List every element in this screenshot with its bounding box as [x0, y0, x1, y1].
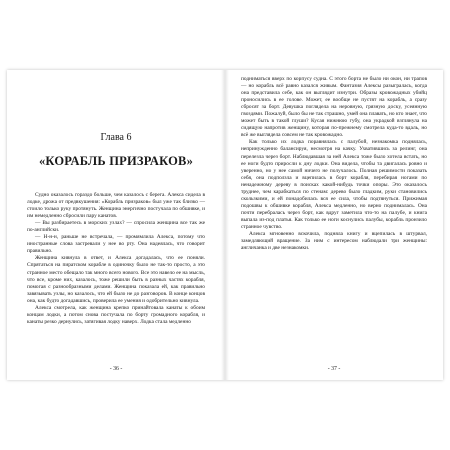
left-page — [7, 70, 225, 380]
paragraph: Как только их лодка поравнялась с палубой, незнакомка поднялась, непринужденно балансируя, несмотря на качку. Ухватившись за релинг, она перелезла через борт. Наблюдавшая за ней Алекса тоже было хотела встать, но ее ноги будто приросли к дну лодки. Она видела, чтобы та двигалась ровно и уверенно, но у нее самой ничего не получалось. Полная решимости показать себя, она подползла и вцепилась в борт корабля, перебирая ногами по ненадежному дереву в поисках какой-нибудь точки опоры. Это оказалось труднее, чем карабкаться по стенам: дерево было гладким, руки становились скользкими, и ей понадобилась вся ее сила, чтобы подтянуться. Прижимая подошвы к обшивке корабля, Алекса медленно, но верно поднималась. Она почти перебралась через борт, как вдруг заметила что-то на палубе, и книга выпала из-под платья. Как только ее ноги коснулись палубы, корабль пронзило странное чувство. — [241, 139, 427, 230]
paragraph: Алекса мгновенно вскочила, подняла книгу и вцепилась в штурвал, замедляющий вращение. За ним с интересом наблюдали три женщины: англичанка и две незнакомки. — [241, 231, 427, 252]
right-page — [225, 70, 443, 380]
left-page-body — [27, 192, 205, 326]
paragraph: Алекса смотрела, как женщина крепко принайтовала канаты к обоим концам лодки, а потом снова постучала по борту громадного корабля, и канаты резко дернулись, затягивая лодку наверх. Лодка стала медленно — [27, 304, 205, 325]
paragraph: Судно оказалось гораздо больше, чем казалось с берега. Алекса сидела в лодке, дрожа от предвкушения: «Корабль призраков» был уже так близко — стоило только руку протянуть. Женщина энергично постучала по обшивке, и им немедленно сбросили пару канатов. — [27, 192, 205, 220]
page-number-right: - 37 - — [327, 366, 341, 372]
book-gutter — [221, 70, 229, 380]
book-spread — [7, 70, 443, 380]
chapter-title: «КОРАБЛЬ ПРИЗРАКОВ» — [38, 154, 194, 168]
chapter-number: Глава 6 — [100, 132, 132, 143]
paragraph: подниматься вверх по корпусу судна. С этого борта не было ни окон, ни трапов — но корабль всё равно казался живым. Фантазия Алексы разыгралась, когда она представила себе, как он выглядит изнутри. Образы кровожадных убийц проносились в ее голове. Может, ее вообще не пустят на корабль, а сразу сбросят за борт. Девушка поглядела на неровную, грязную доску, усеянную гвоздями. Пожалуй, было бы не так страшно, умей она плавать, но кто знает, что может быть в такой глуши? Кусая нижнюю губу, она украдкой взглянула на сидящую напротив женщину, которая по-прежнему смотрела куда-то вдаль, но всё же выглядела совсем не так кровожадно. — [241, 76, 427, 139]
paragraph: — Н-н-н, раньше не встречала, — промямлила Алекса, потому что иностранные слова застревали у нее во рту. Она надеялась, что говорит правильно. — [27, 234, 205, 255]
paragraph: Женщина кивнула в ответ, и Алекса догадалась, что ее поняли. Спрятаться на пиратском корабле в одиночку было не так-то просто, а это странное место обещало так много всего нового. Все это навело ее на мысль, что все, кроме них, казалось, тоже решили быть в разных частях корабля, помогая с разнообразными делами. Женщина показала ей, как правильно завязывать узлы, но казалось, что ей было не до разговоров. В конце концов она, как будто догадавшись, проверила ее умения и одобрительно кивнула. — [27, 255, 205, 304]
paragraph: — Вы разбираетесь в морских узлах? — спросила женщина все так же по-английски. — [27, 220, 205, 234]
right-page-body — [241, 76, 427, 252]
page-number-left: - 36 - — [109, 366, 123, 372]
